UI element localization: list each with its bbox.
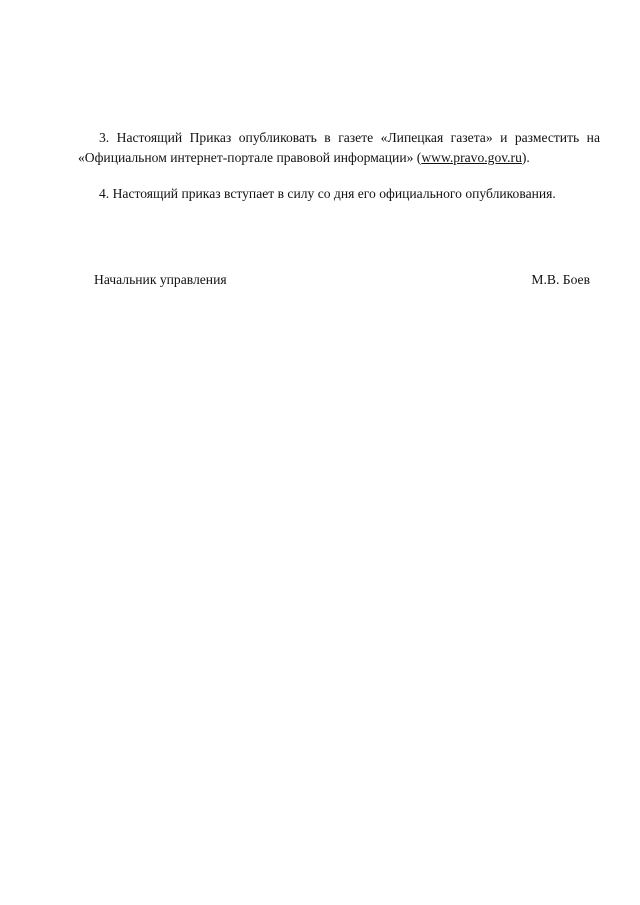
pravo-gov-link[interactable]: www.pravo.gov.ru	[421, 150, 522, 165]
publication-text-end: ).	[521, 150, 530, 165]
paragraph-effective-date	[78, 184, 600, 204]
signature-title: Начальник управления	[94, 272, 227, 287]
publication-text-start: 3. Настоящий Приказ опубликовать в газете «Липецкая газета» и разместить на «Официальном интернет-портале правовой информации» (	[78, 130, 600, 165]
signature-block	[94, 270, 590, 290]
paragraph-publication	[78, 128, 600, 168]
signature-name: М.В. Боев	[531, 272, 590, 287]
effective-date-text: 4. Настоящий приказ вступает в силу со дня его официального опубликования.	[99, 186, 556, 201]
